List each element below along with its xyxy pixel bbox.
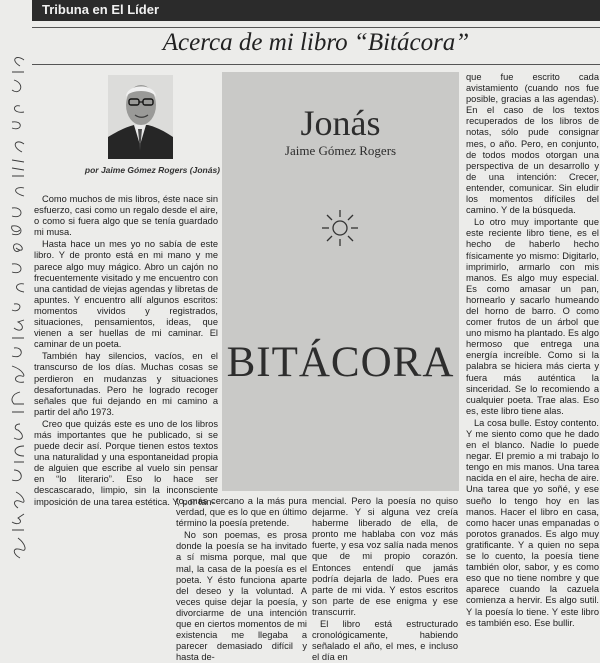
author-byline: por Jaime Gómez Rogers (Jonás) xyxy=(84,165,220,175)
sun-icon xyxy=(319,207,361,249)
divider-headline xyxy=(32,64,600,65)
paragraph: que fue escrito cada avistamiento (cuando nos fue posible, gracias a las agendas). En el caso de los textos recuperados de los libros de notas, sólo pude consignar mes, o año. Pero, en conjunto, de todos modos otorgan una perspectiva de un desarrollo y de una intención: Crecer, entender, comunicar. Sin eludir los momentos difíciles del camino. Y de la búsqueda. xyxy=(466,72,599,216)
book-cover xyxy=(222,72,459,491)
paragraph: También hay silencios, vacíos, en el transcurso de los días. Muchas cosas se perdieron en mudanzas y situaciones desafortunadas. Pero he logrado recoger señales que fui dejando en mi camino a partir del año 1973. xyxy=(34,351,218,417)
paragraph: No son poemas, es prosa donde la poesía se ha invitado a sí misma porque, mal que mal, la casa de la poesía es el poeta. Y ésto funciona aparte del deseo y la voluntad. A veces quise dejar la poesía, y divorciarme de una intención que en ciertos momentos de mi existencia me llegaba a parecer demasiado difícil y hasta de- xyxy=(176,530,307,663)
article-column-4 xyxy=(466,72,599,628)
handwritten-annotation xyxy=(2,40,30,565)
divider-top xyxy=(32,27,600,28)
paragraph: Como muchos de mis libros, éste nace sin esfuerzo, casi como un regalo desde el aire, o como si fuera algo que se tenía guardado mi musa. xyxy=(34,194,218,238)
book-author: Jaime Gómez Rogers xyxy=(284,143,397,158)
author-photo xyxy=(108,75,173,159)
paragraph: El libro está estructurado cronológicamente, habiendo señalado el año, el mes, e incluso el día en xyxy=(312,619,458,663)
paragraph: Hasta hace un mes yo no sabía de este libro. Y de pronto está en mi mano y me parece algo muy mágico. Abro un cajón no frecuentemente visitado y me encuentro con una cantidad de viejas agendas y libretas de apuntes. Y encuentro allí algunos escritos: momentos vividos y registrados, situaciones, pensamientos, ideas, que vienen a ser huellas de mi caminar. El caminar de un poeta. xyxy=(34,239,218,350)
article-column-3 xyxy=(312,496,458,663)
paragraph: Lo otro muy importante que este reciente libro tiene, es el hecho de haberlo hecho físicamente yo mismo: Digitarlo, imprimirlo, armarlo con mis manos. Es algo muy especial. Es como amasar un pan, hornearlo y sacarlo humeando del horno de barro. O como comer frutos de un árbol que uno mismo ha plantado. Es algo hermoso que entrega una energía increíble. Como si la palabra se hiciera más cierta y fuera más auténtica la sinceridad. Se lo recomiendo a cualquier poeta. Trae alas. Eso es, este libro tiene alas. xyxy=(466,217,599,416)
section-header-bar xyxy=(32,0,600,21)
paragraph: La cosa bulle. Estoy contento. Y me siento como que he dado en el blanco. Nadie lo puede negar. El premio a mi trabajo lo tengo en mis manos. Una tarea nacida en el aire, hecha de aire. Una tarea que yo soñé, y ese sueño lo tengo hoy en las manos. Hacer el libro en casa, como hacer unas empanadas o porotos granados. Es algo muy gratificante. Y a quien no sepa se lo cuento, la poesía tiene también olor, sabor, y es como eso que no tiene nombre y que aparece cuando la cazuela comienza a hervir. Es algo sutil. Y la poesía lo tiene. Y este libro es también eso. Ese bullir. xyxy=(466,417,599,628)
paragraph: Creo que quizás este es uno de los libros más importantes que he publicado, si se puede decir así. Porque tienen estos textos una naturalidad y una espontaneidad propia de alguien que escribe al vuelo sin pensar en “lo literario”. Eso lo hace ser descascarado, limpio, sin la inconsciente imposición de una tarea estética. Y, por tan- xyxy=(34,418,218,507)
article-headline: Acerca de mi libro “Bitácora” xyxy=(162,29,470,56)
paragraph: mencial. Pero la poesía no quiso dejarme. Y si alguna vez creía haberme liberado de ella, de pronto me hablaba con voz más fuerte, y esa voz salía nada menos que de mi propio corazón. Entonces entendí que jamás podría dejarla de lado. Pues era parte de mi vida. Y estos escritos son parte de ese enigma y ese transcurrir. xyxy=(312,496,458,617)
book-title: BITÁCORA xyxy=(226,339,455,386)
book-pen-name: Jonás xyxy=(300,103,381,143)
section-title: Tribuna en El Líder xyxy=(42,2,160,17)
paragraph: to, más cercano a la más pura verdad, que es lo que en último término la poesía pretende. xyxy=(176,496,307,529)
article-column-2 xyxy=(176,496,307,663)
